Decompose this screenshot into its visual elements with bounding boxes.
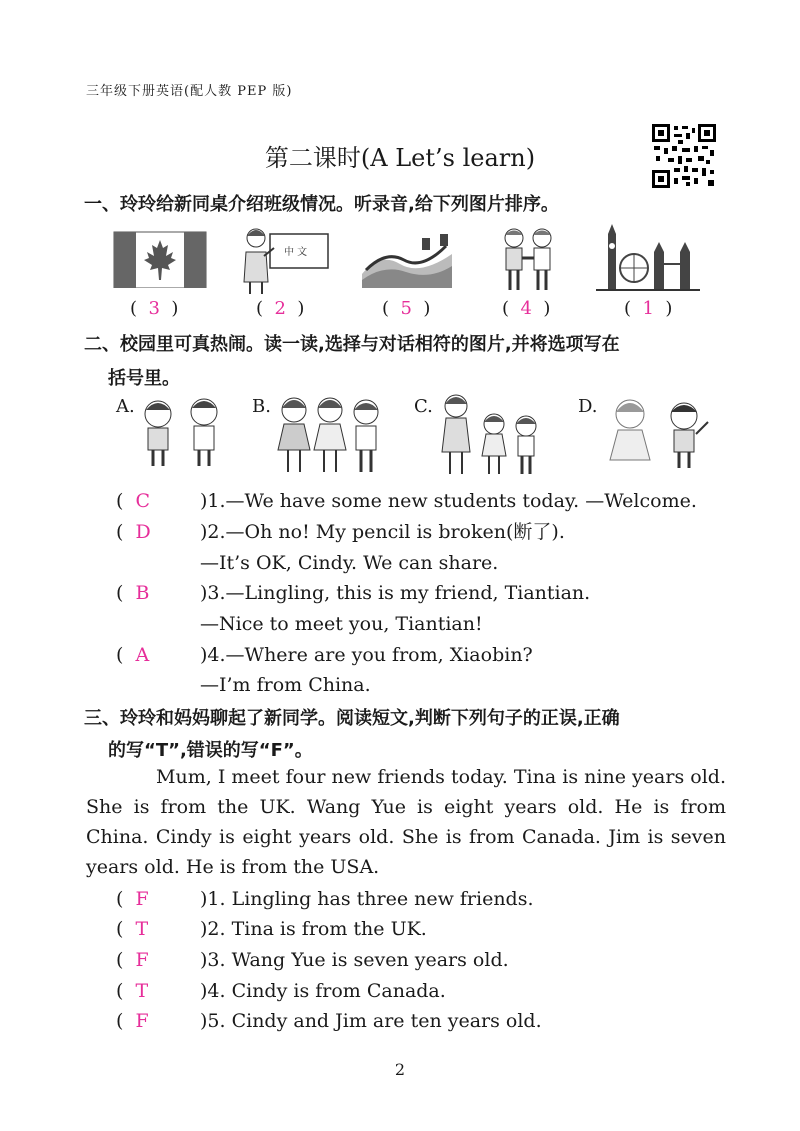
section3-question-2-text: )2. Tina is from the UK. bbox=[200, 918, 427, 940]
section1-answer-5: 1 bbox=[642, 298, 654, 319]
section3-question-5-text: )5. Cindy and Jim are ten years old. bbox=[200, 1010, 542, 1032]
board-text: 中 文 bbox=[284, 247, 308, 258]
section3-answer-1: F bbox=[135, 888, 149, 910]
teacher-icon bbox=[234, 224, 330, 296]
section1-answer-3: 5 bbox=[400, 298, 412, 319]
section1-answer-4: 4 bbox=[520, 298, 532, 319]
section2-instruction-line1: 二、校园里可真热闹。读一读,选择与对话相符的图片,并将选项写在 bbox=[84, 334, 620, 355]
qr-code-icon[interactable] bbox=[652, 124, 716, 188]
option-d-picture bbox=[604, 394, 714, 470]
section1-blank-5[interactable]: ( 1 ) bbox=[624, 298, 673, 319]
section1-blank-1[interactable]: ( 3 ) bbox=[130, 298, 179, 319]
reading-passage: Mum, I meet four new friends today. Tina is nine years old. She is from the UK. Wang Yue is eight years old. He is from China. Cindy is eight years old. She is from Canada. Jim is seven years old. He is from the USA. bbox=[86, 766, 726, 878]
section2-question-2-text: )2.—Oh no! My pencil is broken(断了). bbox=[200, 521, 565, 543]
section3-question-4[interactable]: ( T )4. Cindy is from Canada. bbox=[116, 980, 446, 1002]
section3-question-4-text: )4. Cindy is from Canada. bbox=[200, 980, 446, 1002]
section2-question-2[interactable]: ( D )2.—Oh no! My pencil is broken(断了). bbox=[116, 521, 565, 543]
option-a-label: A. bbox=[116, 396, 135, 417]
book-header: 三年级下册英语(配人教 PEP 版) bbox=[86, 84, 293, 99]
section1-instruction: 一、玲玲给新同桌介绍班级情况。听录音,给下列图片排序。 bbox=[84, 194, 559, 215]
page-title: 第二课时(A Let’s learn) bbox=[264, 144, 536, 172]
section2-question-1[interactable]: ( C )1.—We have some new students today. —Welcome. bbox=[116, 490, 697, 512]
section2-question-3[interactable]: ( B )3.—Lingling, this is my friend, Tiantian. bbox=[116, 582, 591, 604]
london-landmarks-icon bbox=[596, 224, 700, 296]
option-b-label: B. bbox=[252, 396, 271, 417]
section3-question-3[interactable]: ( F )3. Wang Yue is seven years old. bbox=[116, 949, 509, 971]
friends-shaking-hands-icon bbox=[496, 224, 562, 296]
section3-question-2[interactable]: ( T )2. Tina is from the UK. bbox=[116, 918, 427, 940]
canada-flag-icon bbox=[113, 224, 207, 296]
section2-answer-3: B bbox=[135, 582, 150, 604]
section3-answer-4: T bbox=[135, 980, 149, 1002]
section3-answer-2: T bbox=[135, 918, 149, 940]
section3-question-1-text: )1. Lingling has three new friends. bbox=[200, 888, 534, 910]
section3-question-1[interactable]: ( F )1. Lingling has three new friends. bbox=[116, 888, 534, 910]
section2-question-2-reply: —It’s OK, Cindy. We can share. bbox=[200, 552, 499, 574]
page-number: 2 bbox=[394, 1060, 406, 1079]
great-wall-icon bbox=[360, 224, 454, 296]
option-c-label: C. bbox=[414, 396, 433, 417]
section1-blank-3[interactable]: ( 5 ) bbox=[382, 298, 431, 319]
option-d-label: D. bbox=[578, 396, 598, 417]
option-c-picture bbox=[436, 392, 546, 478]
option-b-picture bbox=[272, 392, 388, 478]
section1-answer-1: 3 bbox=[148, 298, 160, 319]
section3-question-3-text: )3. Wang Yue is seven years old. bbox=[200, 949, 509, 971]
section2-question-3-reply: —Nice to meet you, Tiantian! bbox=[200, 613, 483, 635]
section3-question-5[interactable]: ( F )5. Cindy and Jim are ten years old. bbox=[116, 1010, 542, 1032]
option-a-picture bbox=[138, 394, 228, 470]
section2-answer-4: A bbox=[135, 644, 150, 666]
section3-answer-5: F bbox=[135, 1010, 149, 1032]
section1-blank-2[interactable]: ( 2 ) bbox=[256, 298, 305, 319]
section1-blank-4[interactable]: ( 4 ) bbox=[502, 298, 551, 319]
section2-question-3-text: )3.—Lingling, this is my friend, Tiantian. bbox=[200, 582, 591, 604]
section2-question-4[interactable]: ( A )4.—Where are you from, Xiaobin? bbox=[116, 644, 533, 666]
section2-instruction-line2: 括号里。 bbox=[108, 368, 180, 389]
section3-instruction-line1: 三、玲玲和妈妈聊起了新同学。阅读短文,判断下列句子的正误,正确 bbox=[84, 708, 620, 729]
section2-answer-2: D bbox=[135, 521, 151, 543]
section2-question-4-reply: —I’m from China. bbox=[200, 674, 371, 696]
section2-question-1-text: )1.—We have some new students today. —Welcome. bbox=[200, 490, 697, 512]
section2-question-4-text: )4.—Where are you from, Xiaobin? bbox=[200, 644, 533, 666]
section3-instruction-line2: 的写“T”,错误的写“F”。 bbox=[108, 740, 313, 761]
section3-answer-3: F bbox=[135, 949, 149, 971]
section1-answer-2: 2 bbox=[274, 298, 286, 319]
section2-answer-1: C bbox=[135, 490, 151, 512]
